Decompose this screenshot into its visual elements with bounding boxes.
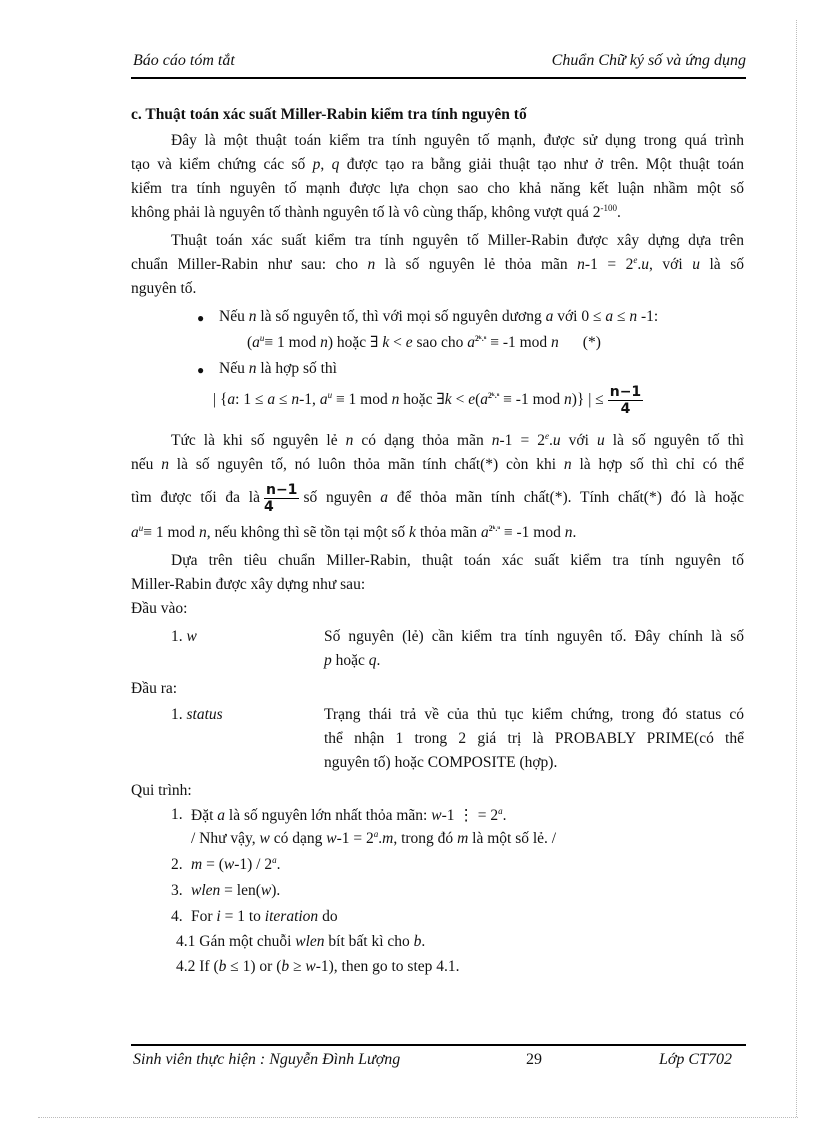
para1-line4: không phải là nguyên tố thành nguyên tố là vô cùng thấp, không vượt quá $2^{-100}$.	[131, 203, 621, 221]
procedure-step-2: m = (w-1) / 2$^a$.	[191, 855, 281, 873]
para1-line3: kiểm tra tính nguyên tố mạnh được lựa chọn sao cho khả năng kết luận nhầm một số	[131, 180, 744, 197]
para3-line3: tìm được tối đa là $\frac{n-1}{4}$ số nguyên a để thỏa mãn tính chất(*). Tính chất(*) đó là hoặc	[131, 481, 744, 515]
input-item: 1. w	[171, 628, 197, 645]
section-title: c. Thuật toán xác suất Miller-Rabin kiểm tra tính nguyên tố	[131, 106, 527, 123]
bullet2-line1: Nếu n là hợp số thì	[219, 360, 337, 377]
para2-line1: Thuật toán xác suất kiểm tra tính nguyên tố Miller-Rabin được xây dựng dựa trên	[171, 232, 744, 249]
input-description: Số nguyên (lẻ) cần kiểm tra tính nguyên tố. Đây chính là số p hoặc q.	[324, 628, 744, 669]
page-number: 29	[526, 1051, 542, 1068]
fraction: $\frac{n-1}{4}$	[609, 383, 642, 417]
footer-rule	[131, 1044, 746, 1046]
procedure-step-4: For i = 1 to iteration do	[191, 908, 338, 925]
output-description: Trạng thái trả về của thủ tục kiểm chứng, trong đó status có thể nhận 1 trong 2 giá trị là PROBABLY PRIME(có thể nguyên tố) hoặc COMPOSITE (hợp).	[324, 706, 744, 771]
para1-line2: tạo và kiểm chứng các số p, q được tạo ra bằng giải thuật tạo như ở trên. Một thuật toán	[131, 156, 745, 173]
header-right: Chuẩn Chữ ký số và ứng dụng	[551, 52, 746, 69]
page-edge-right	[796, 20, 797, 1117]
procedure-step-4-2: 4.2 If (b ≤ 1) or (b ≥ w-1), then go to step 4.1.	[176, 958, 460, 975]
bullet-dot: ●	[197, 311, 205, 325]
para3-line2: nếu n là số nguyên tố, nó luôn thỏa mãn tính chất(*) còn khi n là hợp số thì chỉ có thể	[131, 456, 744, 473]
header-rule	[131, 77, 746, 79]
para3-line1: Tức là khi số nguyên lẻ n có dạng thỏa mãn $n-1 = 2^e.u$ với u là số nguyên tố thì	[171, 431, 744, 449]
procedure-step-4-1: 4.1 Gán một chuỗi wlen bít bất kì cho b.	[176, 933, 426, 950]
procedure-step-3-num: 3.	[171, 882, 183, 899]
procedure-step-1-note: / Như vậy, w có dạng $w-1 = 2^a.m$, trong đó m là một số lẻ. /	[191, 829, 557, 847]
procedure-step-2-num: 2.	[171, 856, 183, 873]
page-header	[131, 52, 746, 76]
bullet-dot: ●	[197, 363, 205, 377]
page-edge-bottom	[38, 1117, 798, 1118]
bullet1-formula: ($a^u\equiv 1$ mod n) hoặc ∃ k < e sao cho a2ᵏ.ᵘ ≡ -1 mod n (*)	[247, 333, 601, 351]
procedure-label: Qui trình:	[131, 782, 192, 799]
para2-line2: chuẩn Miller-Rabin như sau: cho n là số nguyên lẻ thỏa mãn $n-1 = 2^e.u$, với u là số	[131, 255, 744, 273]
bullet2-formula: | {a: 1 ≤ a ≤ n-1, $a^u \equiv 1$ mod n hoặc ∃k < e(a2ᵏ.ᵘ ≡ -1 mod n)} | ≤ $\frac{n-1}{4}$	[213, 383, 642, 417]
procedure-step-3: wlen = len(w).	[191, 882, 281, 899]
input-label: Đầu vào:	[131, 600, 188, 617]
page-footer	[131, 1051, 746, 1075]
procedure-step-1: Đặt a là số nguyên lớn nhất thỏa mãn: w-1 ⋮ = $2^a$.	[191, 806, 507, 824]
footer-class: Lớp CT702	[658, 1051, 732, 1068]
footer-author: Sinh viên thực hiện : Nguyễn Đình Lượng	[133, 1051, 401, 1068]
output-label: Đầu ra:	[131, 680, 178, 697]
output-item: 1. status	[171, 706, 223, 723]
bullet1-line1: Nếu n là số nguyên tố, thì với mọi số nguyên dương a với 0 ≤ a ≤ n -1:	[219, 308, 659, 325]
header-left: Báo cáo tóm tắt	[133, 52, 235, 69]
procedure-step-1-num: 1.	[171, 806, 183, 823]
para4-line1: Dựa trên tiêu chuẩn Miller-Rabin, thuật toán xác suất kiểm tra tính nguyên tố	[171, 552, 744, 569]
para3-line4: $a^u\equiv 1$ mod n, nếu không thì sẽ tồn tại một số k thỏa mãn a2ᵏ.ᵘ ≡ -1 mod n.	[131, 523, 577, 541]
para1-line1: Đây là một thuật toán kiểm tra tính nguyên tố mạnh, được sử dụng trong quá trình	[171, 132, 744, 149]
procedure-step-4-num: 4.	[171, 908, 183, 925]
para4-line2: Miller-Rabin được xây dựng như sau:	[131, 576, 366, 593]
para2-line3: nguyên tố.	[131, 280, 197, 297]
fraction: $\frac{n-1}{4}$	[263, 481, 298, 515]
